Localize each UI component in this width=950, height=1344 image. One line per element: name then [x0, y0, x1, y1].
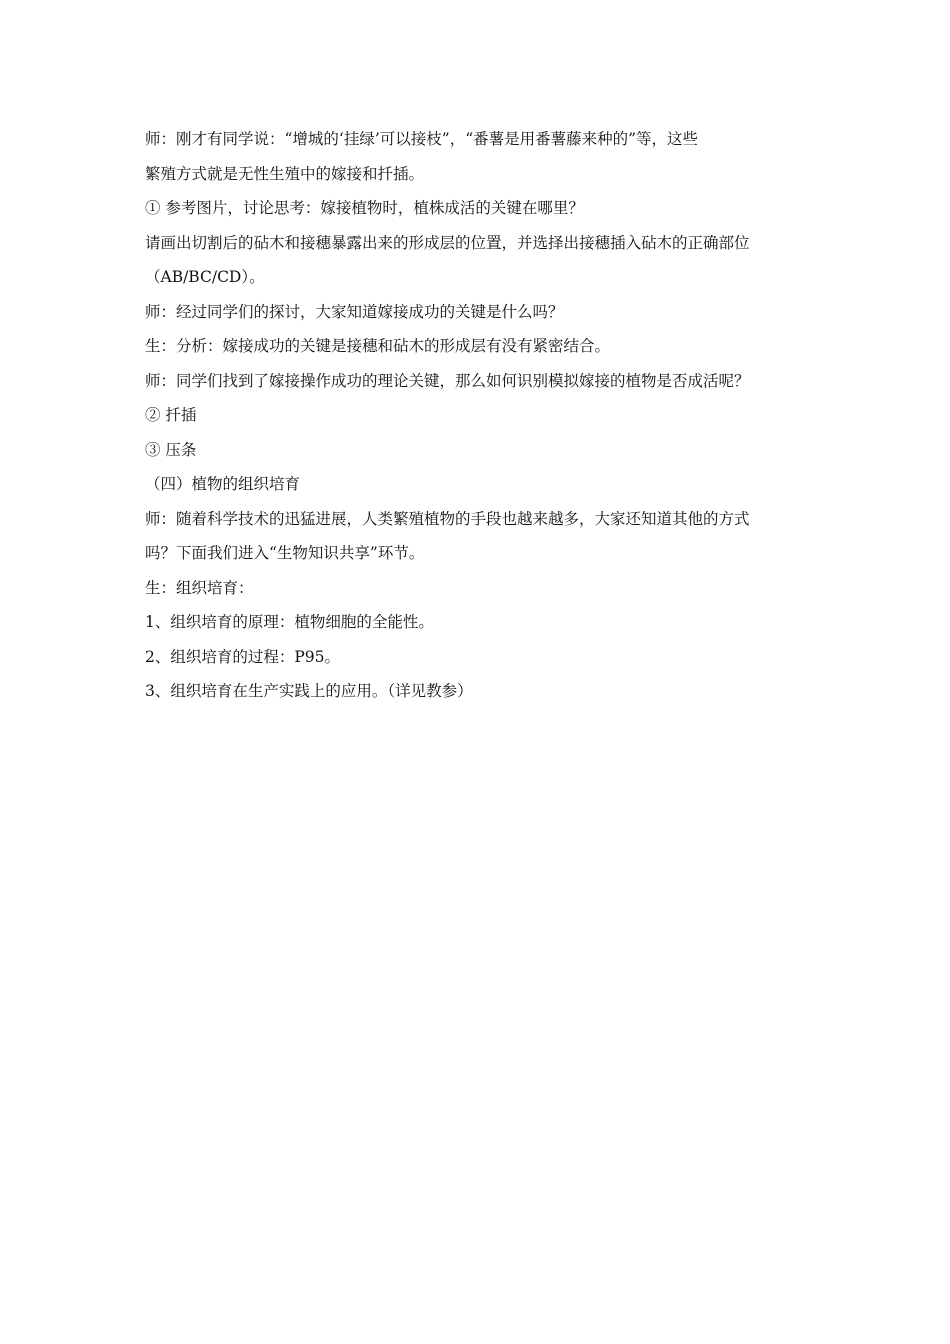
text-line: ① 参考图片，讨论思考：嫁接植物时，植株成活的关键在哪里？ — [145, 199, 584, 217]
text-line: 师：随着科学技术的迅猛进展，人类繁殖植物的手段也越来越多，大家还知道其他的方式 — [145, 509, 750, 528]
text-line: 吗？下面我们进入“生物知识共享”环节。 — [145, 544, 425, 562]
list-item: 2、组织培育的过程：P95。 — [145, 647, 341, 666]
list-item: 3、组织培育在生产实践上的应用。（详见教参） — [145, 682, 473, 700]
text-line: （AB/BC/CD）。 — [145, 268, 265, 286]
text-line: 生：组织培育： — [145, 578, 254, 597]
document-body — [145, 122, 805, 709]
text-line: 繁殖方式就是无性生殖中的嫁接和扦插。 — [145, 164, 425, 183]
text-line: 生：分析：嫁接成功的关键是接穗和砧木的形成层有没有紧密结合。 — [145, 337, 611, 355]
text-line: 请画出切割后的砧木和接穗暴露出来的形成层的位置，并选择出接穗插入砧木的正确部位 — [145, 233, 750, 252]
text-line: ② 扦插 — [145, 406, 197, 424]
text-line: 师：同学们找到了嫁接操作成功的理论关键，那么如何识别模拟嫁接的植物是否成活呢？ — [145, 371, 750, 390]
section-heading: （四）植物的组织培育 — [145, 475, 301, 493]
text-line: 师：刚才有同学说：“增城的‘挂绿’可以接枝”，“番薯是用番薯藤来种的”等，这些 — [145, 130, 699, 148]
text-line: ③ 压条 — [145, 440, 197, 459]
text-line: 师：经过同学们的探讨，大家知道嫁接成功的关键是什么吗？ — [145, 302, 564, 321]
list-item: 1、组织培育的原理：植物细胞的全能性。 — [145, 613, 434, 631]
